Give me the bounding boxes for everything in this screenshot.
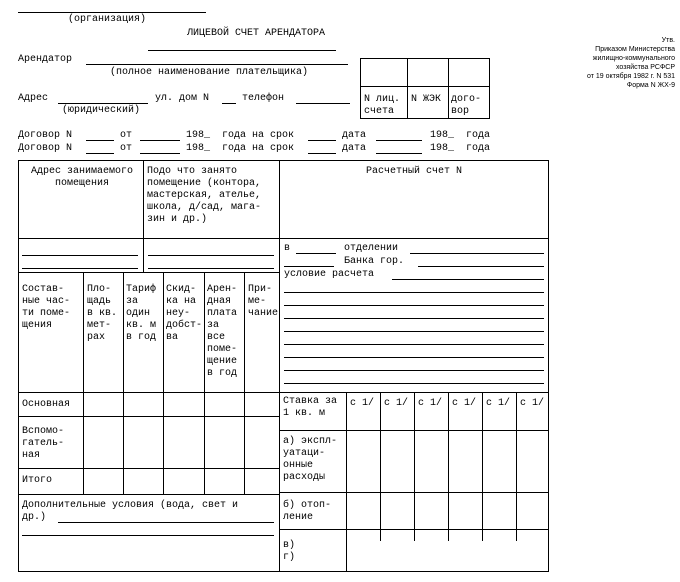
branch-label: отделении xyxy=(344,243,399,254)
tenant-name-field[interactable] xyxy=(86,64,348,65)
col-tariff: Тариф за один кв. м в год xyxy=(126,284,157,343)
col-components: Состав- ные час- ти поме- щения xyxy=(22,284,71,331)
rate-col-5: с 1/ xyxy=(486,398,511,409)
organization-line[interactable] xyxy=(18,12,206,13)
bank-in-label: в xyxy=(284,243,291,254)
rate-col-4: с 1/ xyxy=(452,398,477,409)
col-note: При- ме- чание xyxy=(248,284,279,319)
title-underline xyxy=(148,50,336,51)
col-rent: Арен- дная плата за все поме- щение в год xyxy=(207,284,238,379)
extra-conditions-field-2[interactable] xyxy=(22,535,274,536)
occupied-header: Подо что занято помещение (контора, мастерская, ателье, школа, д/сад, мага- зин и др.) xyxy=(147,166,262,225)
row-auxiliary: Вспомо- гатель- ная xyxy=(22,426,65,461)
expense-operating: а) экспл- уатаци- онные расходы xyxy=(283,436,338,483)
zhek-number-header: N ЖЭК xyxy=(411,94,442,105)
rate-label: Ставка за 1 кв. м xyxy=(283,396,338,419)
city-bank-label: Банка гор. xyxy=(344,256,405,267)
occupied-field-1[interactable] xyxy=(148,255,274,256)
col-discount: Скид- ка на неу- добст- ва xyxy=(166,284,203,343)
rate-col-1: с 1/ xyxy=(350,398,375,409)
address-field-2[interactable] xyxy=(22,268,138,269)
address-field-1[interactable] xyxy=(22,255,138,256)
account-number-header: N лиц. счета xyxy=(364,94,401,117)
address-header: Адрес занимаемого помещения xyxy=(30,166,134,189)
address-label: Адрес xyxy=(18,93,49,104)
extra-conditions-label: Дополнительные условия (вода, свет и др.) xyxy=(22,500,239,523)
rate-col-6: с 1/ xyxy=(520,398,545,409)
extra-conditions-field-1[interactable] xyxy=(58,522,274,523)
phone-label: телефон xyxy=(242,93,285,104)
settlement-condition-label: условие расчета xyxy=(284,269,375,280)
account-header: Расчетный счет N xyxy=(365,166,462,177)
row-main: Основная xyxy=(22,399,71,410)
col-area: Пло- щадь в кв. мет- рах xyxy=(87,284,118,343)
expense-other: в) г) xyxy=(283,540,296,563)
tenant-label: Арендатор xyxy=(18,54,73,65)
rate-col-3: с 1/ xyxy=(418,398,443,409)
page-title: ЛИЦЕВОЙ СЧЕТ АРЕНДАТОРА xyxy=(187,28,326,39)
tenant-fullname-note: (полное наименование плательщика) xyxy=(110,67,309,78)
contract-header: дого- вор xyxy=(451,94,482,117)
rate-col-2: с 1/ xyxy=(384,398,409,409)
phone-field[interactable] xyxy=(296,103,350,104)
house-number-field[interactable] xyxy=(222,103,236,104)
legal-address-note: (юридический) xyxy=(62,105,141,116)
row-total: Итого xyxy=(22,475,53,486)
expense-heating: б) отоп- ление xyxy=(283,500,332,523)
occupied-field-2[interactable] xyxy=(148,268,274,269)
street-label: ул. дом N xyxy=(155,93,210,104)
organization-label: (организация) xyxy=(68,14,147,25)
approval-note: Утв. Приказом Министерства жилищно-коммунального хозяйства РСФСР от 19 октября 1982 г. N 531 Форма N ЖХ-9 xyxy=(587,37,675,89)
address-city-field[interactable] xyxy=(58,103,148,104)
